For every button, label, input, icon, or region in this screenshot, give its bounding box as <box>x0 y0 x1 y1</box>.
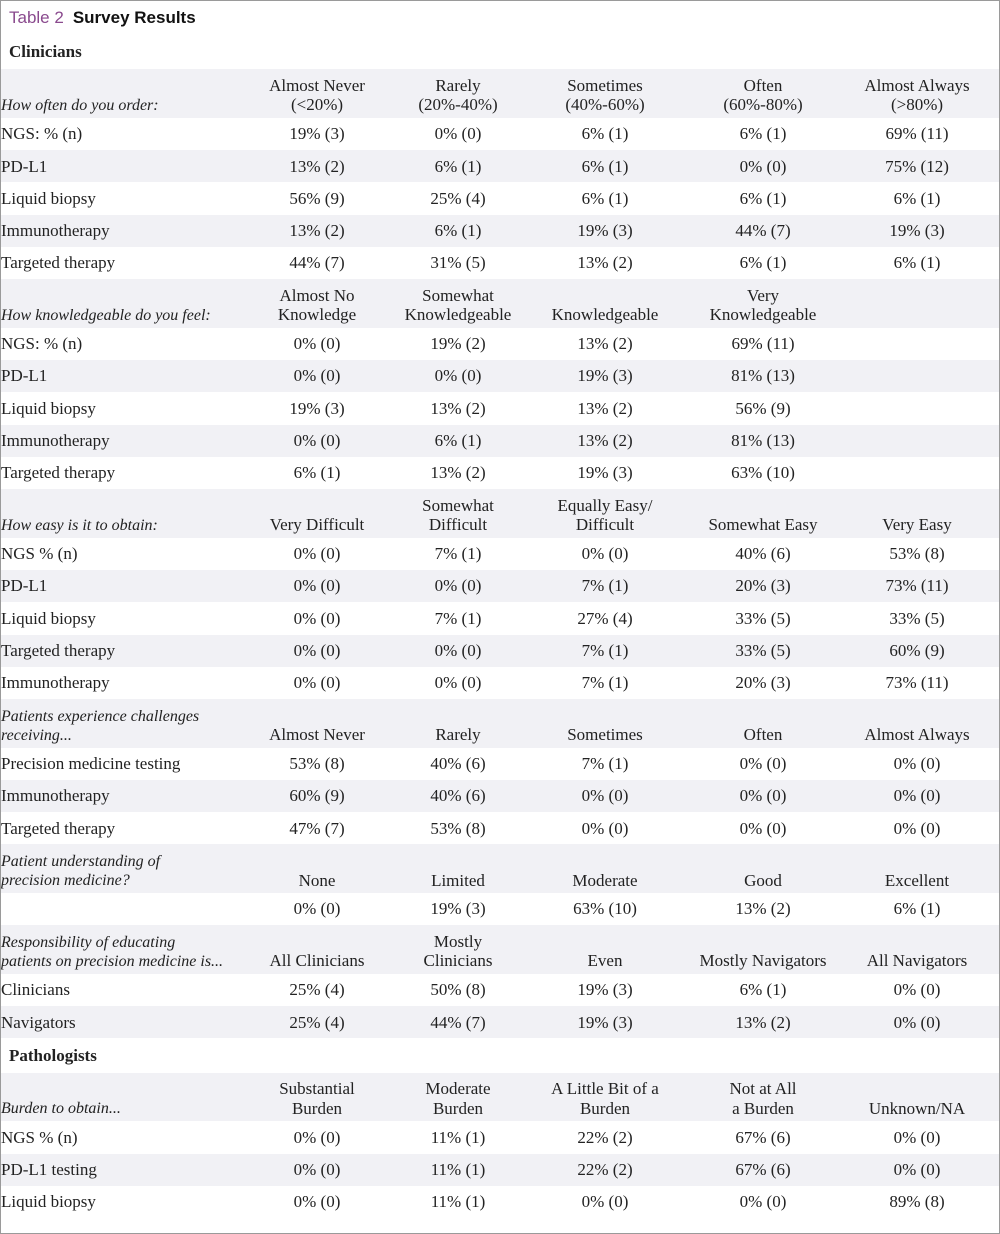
table-cell: 60% (9) <box>237 780 397 812</box>
row-label: Immunotherapy <box>1 780 237 812</box>
column-header-line: Difficult <box>575 515 635 535</box>
column-header <box>691 279 835 328</box>
column-header <box>397 69 519 118</box>
table-cell: 6% (1) <box>739 124 787 144</box>
column-header-line: (60%-80%) <box>723 95 803 115</box>
question-header-row <box>1 699 999 748</box>
table-cell: 22% (2) <box>577 1127 633 1147</box>
row-label: Liquid biopsy <box>1 1192 96 1212</box>
question-label <box>1 699 237 748</box>
row-label: Targeted therapy <box>1 635 237 667</box>
table-cell <box>835 360 999 392</box>
table-cell: 19% (3) <box>519 360 691 392</box>
table-row <box>1 1006 999 1038</box>
table-cell: 0% (0) <box>397 570 519 602</box>
table-cell: 0% (0) <box>293 608 341 628</box>
row-label: Clinicians <box>1 980 70 1000</box>
column-header-line: Knowledgeable <box>404 305 512 325</box>
table-cell: 0% (0) <box>237 1154 397 1186</box>
row-label: Liquid biopsy <box>1 188 96 208</box>
table-cell: 13% (2) <box>237 215 397 247</box>
column-header-line: Almost Always <box>864 725 970 745</box>
survey-results-table <box>1 35 999 1218</box>
column-header <box>519 279 691 328</box>
table-cell: 0% (0) <box>581 1192 629 1212</box>
question-header-row <box>1 844 999 893</box>
table-cell: 69% (11) <box>885 124 949 144</box>
table-row <box>1 635 999 667</box>
table-row <box>1 812 999 844</box>
row-label: Targeted therapy <box>1 463 116 483</box>
table-cell <box>835 328 999 360</box>
table-cell: 19% (3) <box>430 899 486 919</box>
table-cell: 25% (4) <box>237 1006 397 1038</box>
table-cell: 7% (1) <box>434 608 482 628</box>
table-cell: 44% (7) <box>397 1006 519 1038</box>
table-cell: 0% (0) <box>581 818 629 838</box>
table-cell: 22% (2) <box>519 1154 691 1186</box>
table-cell: 19% (3) <box>289 124 345 144</box>
question-label <box>1 279 237 328</box>
table-cell: 19% (3) <box>289 398 345 418</box>
column-header-line: Unknown/NA <box>868 1098 966 1118</box>
table-cell: 0% (0) <box>237 635 397 667</box>
column-header-line: Knowledgeable <box>709 305 817 325</box>
column-header <box>237 925 397 974</box>
table-cell: 33% (5) <box>691 635 835 667</box>
table-cell: 0% (0) <box>293 1192 341 1212</box>
table-cell: 6% (1) <box>581 188 629 208</box>
column-header <box>691 489 835 538</box>
table-cell: 13% (2) <box>691 1006 835 1038</box>
question-label-line: patients on precision medicine is... <box>1 952 224 970</box>
table-cell: 13% (2) <box>237 150 397 182</box>
table-cell: 6% (1) <box>397 425 519 457</box>
table-cell: 0% (0) <box>691 150 835 182</box>
question-label-line: receiving... <box>1 726 72 744</box>
table-cell: 6% (1) <box>293 463 341 483</box>
table-row <box>1 215 999 247</box>
table-cell: 40% (6) <box>397 780 519 812</box>
column-header-line: (<20%) <box>290 95 344 115</box>
table-cell: 0% (0) <box>835 1154 999 1186</box>
table-row <box>1 457 999 489</box>
table-cell: 0% (0) <box>893 754 941 773</box>
column-header-line: Not at All <box>729 1079 797 1099</box>
table-row <box>1 1121 999 1153</box>
column-header-line: Rarely <box>435 75 481 95</box>
table-row <box>1 1186 999 1218</box>
column-header-line: Very Easy <box>882 515 952 535</box>
column-header-line: Somewhat <box>422 495 494 515</box>
question-label-line: How often do you order: <box>1 96 159 114</box>
column-header <box>835 925 999 974</box>
table-cell: 67% (6) <box>691 1154 835 1186</box>
table-cell: 0% (0) <box>739 1192 787 1212</box>
table-cell: 53% (8) <box>889 544 945 564</box>
column-header-line: Limited <box>431 870 485 890</box>
table-cell: 50% (8) <box>430 980 486 1000</box>
row-label: NGS: % (n) <box>1 334 83 354</box>
table-cell: 6% (1) <box>739 980 787 1000</box>
table-cell: 89% (8) <box>889 1192 945 1212</box>
table-cell: 0% (0) <box>581 544 629 564</box>
table-row <box>1 748 999 780</box>
table-cell: 73% (11) <box>835 570 999 602</box>
column-header-line: Somewhat Easy <box>708 515 818 535</box>
column-header <box>691 925 835 974</box>
table-cell: 19% (3) <box>519 1006 691 1038</box>
column-header <box>519 925 691 974</box>
table-row <box>1 570 999 602</box>
question-header-row <box>1 69 999 118</box>
column-header-line: Almost No <box>279 285 355 305</box>
column-header-line: Sometimes <box>567 75 643 95</box>
table-cell: 0% (0) <box>293 899 341 919</box>
row-label: Immunotherapy <box>1 673 110 693</box>
table-cell: 40% (6) <box>735 544 791 564</box>
section-heading: Clinicians <box>9 42 82 62</box>
column-header <box>691 69 835 118</box>
column-header-line: Good <box>744 870 782 890</box>
column-header-line: (40%-60%) <box>565 95 645 115</box>
column-header-line: Moderate <box>572 870 638 890</box>
table-cell: 13% (2) <box>577 253 633 273</box>
table-cell: 81% (13) <box>691 425 835 457</box>
column-header <box>237 844 397 893</box>
table-cell: 27% (4) <box>577 608 633 628</box>
column-header <box>397 279 519 328</box>
table-cell: 6% (1) <box>739 188 787 208</box>
column-header-line: Burden <box>291 1098 343 1118</box>
column-header <box>835 279 999 328</box>
column-header-line: Equally Easy/ <box>557 495 653 515</box>
table-cell: 44% (7) <box>691 215 835 247</box>
column-header-line: (>80%) <box>890 95 944 115</box>
column-header-line: Sometimes <box>567 725 643 745</box>
question-label-line: How easy is it to obtain: <box>1 516 158 534</box>
column-header <box>835 699 999 748</box>
row-label: Liquid biopsy <box>1 398 96 418</box>
column-header-line: Clinicians <box>423 951 493 971</box>
table-cell: 19% (2) <box>430 334 486 354</box>
column-header-line: Excellent <box>884 870 950 890</box>
table-cell: 0% (0) <box>893 1127 941 1147</box>
table-cell: 6% (1) <box>739 253 787 273</box>
table-cell: 0% (0) <box>397 635 519 667</box>
row-label: NGS: % (n) <box>1 124 83 144</box>
table-row <box>1 392 999 424</box>
row-label: NGS % (n) <box>1 544 78 564</box>
table-cell: 13% (2) <box>577 398 633 418</box>
table-cell: 6% (1) <box>893 188 941 208</box>
column-header <box>519 69 691 118</box>
column-header-line: Difficult <box>428 515 488 535</box>
column-header <box>397 1073 519 1122</box>
table-cell: 11% (1) <box>430 1192 486 1212</box>
table-cell: 56% (9) <box>735 398 791 418</box>
column-header <box>237 1073 397 1122</box>
question-header-row <box>1 1073 999 1122</box>
table-cell: 0% (0) <box>237 570 397 602</box>
table-cell: 0% (0) <box>835 1006 999 1038</box>
column-header <box>835 489 999 538</box>
table-cell: 13% (2) <box>430 463 486 483</box>
row-label: PD-L1 <box>1 150 237 182</box>
table-cell: 7% (1) <box>434 544 482 564</box>
question-label <box>1 1073 237 1122</box>
table-row <box>1 328 999 360</box>
table-cell: 6% (1) <box>519 150 691 182</box>
row-label: PD-L1 <box>1 570 237 602</box>
column-header <box>397 844 519 893</box>
table-row <box>1 425 999 457</box>
row-label: NGS % (n) <box>1 1127 78 1147</box>
table-cell: 53% (8) <box>430 818 486 838</box>
table-cell: 0% (0) <box>691 780 835 812</box>
table-cell: 13% (2) <box>735 899 791 919</box>
table-cell: 20% (3) <box>735 673 791 693</box>
table-cell: 60% (9) <box>835 635 999 667</box>
table-cell: 13% (2) <box>519 425 691 457</box>
table-cell: 0% (0) <box>293 334 341 354</box>
table-cell: 11% (1) <box>430 1127 486 1147</box>
table-cell: 0% (0) <box>434 124 482 144</box>
table-cell: 44% (7) <box>289 253 345 273</box>
section-heading: Pathologists <box>9 1045 97 1065</box>
row-label: Targeted therapy <box>1 818 116 838</box>
table-row <box>1 247 999 279</box>
column-header-line: All Navigators <box>866 951 968 971</box>
table-cell: 0% (0) <box>893 980 941 1000</box>
column-header <box>519 699 691 748</box>
table-row <box>1 667 999 699</box>
column-header <box>397 925 519 974</box>
table-cell <box>835 425 999 457</box>
table-cell: 63% (10) <box>731 463 795 483</box>
column-header <box>397 489 519 538</box>
table-cell: 7% (1) <box>581 754 629 773</box>
question-header-row <box>1 489 999 538</box>
table-title-bar <box>1 1 999 35</box>
table-cell: 13% (2) <box>430 398 486 418</box>
table-row <box>1 182 999 214</box>
row-label: Immunotherapy <box>1 425 237 457</box>
table-cell: 0% (0) <box>293 544 341 564</box>
column-header <box>691 844 835 893</box>
table-cell: 69% (11) <box>731 334 795 354</box>
column-header-line: Burden <box>579 1098 631 1118</box>
column-header-line: Almost Never <box>269 725 365 745</box>
column-header-line: Moderate <box>425 1079 491 1099</box>
table-cell: 6% (1) <box>581 124 629 144</box>
column-header-line: Almost Never <box>269 75 365 95</box>
table-cell: 6% (1) <box>893 253 941 273</box>
table-cell: 81% (13) <box>691 360 835 392</box>
table-row <box>1 118 999 150</box>
table-cell <box>835 392 999 424</box>
row-label: Liquid biopsy <box>1 608 96 628</box>
table-row <box>1 538 999 570</box>
section-heading-row <box>1 35 999 69</box>
table-cell: 47% (7) <box>289 818 345 838</box>
table-cell: 0% (0) <box>434 673 482 693</box>
column-header-line: Substantial <box>279 1079 355 1099</box>
column-header <box>519 844 691 893</box>
column-header <box>237 699 397 748</box>
table-cell: 0% (0) <box>237 360 397 392</box>
row-label: Navigators <box>1 1006 237 1038</box>
table-cell: 0% (0) <box>293 673 341 693</box>
column-header-line: Mostly <box>433 931 483 951</box>
table-cell: 7% (1) <box>519 570 691 602</box>
column-header-line: All Clinicians <box>269 951 365 971</box>
column-header-line: (20%-40%) <box>418 95 498 115</box>
row-label: Targeted therapy <box>1 253 116 273</box>
column-header <box>237 69 397 118</box>
table-cell: 33% (5) <box>889 608 945 628</box>
table-cell: 19% (3) <box>519 215 691 247</box>
table-cell: 0% (0) <box>237 425 397 457</box>
table-cell: 20% (3) <box>691 570 835 602</box>
question-header-row <box>1 279 999 328</box>
column-header-line: None <box>298 870 336 890</box>
column-header-line: Very <box>746 285 780 305</box>
table-cell: 6% (1) <box>893 899 941 919</box>
question-label <box>1 925 237 974</box>
column-header-line: Very Difficult <box>269 515 365 535</box>
row-label: PD-L1 <box>1 360 237 392</box>
table-cell: 7% (1) <box>581 673 629 693</box>
column-header-line: Even <box>587 951 623 971</box>
question-label-line: precision medicine? <box>1 872 130 890</box>
table-cell: 67% (6) <box>735 1127 791 1147</box>
question-label-line: Burden to obtain... <box>1 1100 121 1118</box>
table-row <box>1 1154 999 1186</box>
table-cell: 6% (1) <box>397 150 519 182</box>
column-header <box>835 1073 999 1122</box>
table-row <box>1 150 999 182</box>
column-header <box>519 489 691 538</box>
table-cell: 0% (0) <box>293 1127 341 1147</box>
table-cell: 0% (0) <box>835 780 999 812</box>
table-cell: 6% (1) <box>397 215 519 247</box>
question-label-line: Patient understanding of <box>1 853 161 871</box>
column-header-line: Rarely <box>435 725 481 745</box>
section-heading-row <box>1 1038 999 1072</box>
table-cell: 7% (1) <box>519 635 691 667</box>
table-title: Survey Results <box>72 8 196 27</box>
question-label-line: How knowledgeable do you feel: <box>1 306 211 324</box>
table-cell: 53% (8) <box>289 754 345 773</box>
column-header <box>835 69 999 118</box>
question-label-line: Patients experience challenges <box>1 707 200 725</box>
column-header <box>397 699 519 748</box>
table-cell: 0% (0) <box>739 818 787 838</box>
column-header-line: Burden <box>432 1098 484 1118</box>
table-cell: 19% (3) <box>835 215 999 247</box>
row-label: Precision medicine testing <box>1 754 181 773</box>
column-header-line: Often <box>743 75 783 95</box>
table-cell <box>835 457 999 489</box>
row-label: Immunotherapy <box>1 215 237 247</box>
table-cell: 0% (0) <box>397 360 519 392</box>
table-row <box>1 893 999 925</box>
table-row <box>1 780 999 812</box>
table-row <box>1 360 999 392</box>
table-cell: 0% (0) <box>893 818 941 838</box>
table-cell: 31% (5) <box>430 253 486 273</box>
table-cell: 33% (5) <box>735 608 791 628</box>
table-row <box>1 974 999 1006</box>
row-label: PD-L1 testing <box>1 1154 237 1186</box>
column-header-line: Somewhat <box>422 285 494 305</box>
column-header-line: Knowledge <box>277 305 357 325</box>
table-cell: 40% (6) <box>430 754 486 773</box>
table-cell: 25% (4) <box>289 980 345 1000</box>
question-label <box>1 489 237 538</box>
column-header-line: Almost Always <box>864 75 970 95</box>
table-cell: 25% (4) <box>430 188 486 208</box>
column-header-line: Often <box>743 725 783 745</box>
column-header <box>237 489 397 538</box>
table-cell: 0% (0) <box>519 780 691 812</box>
table-cell: 13% (2) <box>577 334 633 354</box>
column-header <box>691 1073 835 1122</box>
question-label <box>1 844 237 893</box>
column-header <box>691 699 835 748</box>
column-header-line: A Little Bit of a <box>551 1079 659 1099</box>
table-cell: 56% (9) <box>289 188 345 208</box>
row-label <box>1 893 237 925</box>
question-label-line: Responsibility of educating <box>1 933 176 951</box>
column-header <box>237 279 397 328</box>
table-row <box>1 602 999 634</box>
table-cell: 19% (3) <box>577 463 633 483</box>
table-cell: 19% (3) <box>577 980 633 1000</box>
column-header-line: Knowledgeable <box>551 305 659 325</box>
table-cell: 73% (11) <box>885 673 949 693</box>
column-header <box>835 844 999 893</box>
column-header-line: Mostly Navigators <box>699 951 827 971</box>
question-label <box>1 69 237 118</box>
table-cell: 63% (10) <box>573 899 637 919</box>
table-label: Table 2 <box>9 8 64 27</box>
table-cell: 0% (0) <box>739 754 787 773</box>
column-header-line: a Burden <box>732 1098 794 1118</box>
question-header-row <box>1 925 999 974</box>
table-cell: 11% (1) <box>397 1154 519 1186</box>
column-header <box>519 1073 691 1122</box>
table-cell: 75% (12) <box>835 150 999 182</box>
